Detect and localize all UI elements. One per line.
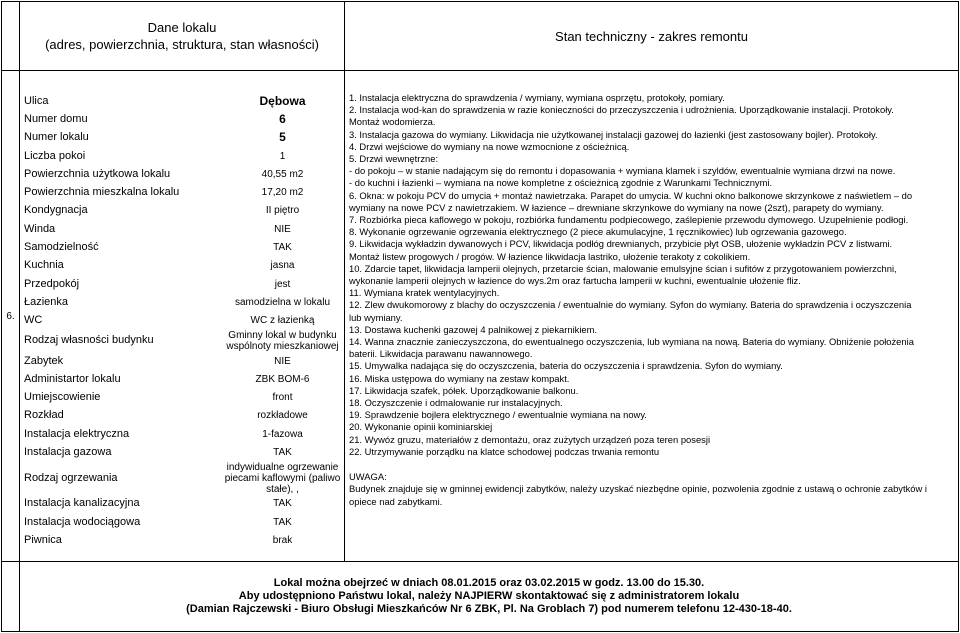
detail-label: Rozkład bbox=[24, 409, 64, 422]
detail-row bbox=[20, 129, 345, 147]
detail-row bbox=[20, 238, 345, 256]
header-left bbox=[20, 2, 345, 71]
header-left-subtitle: (adres, powierzchnia, struktura, stan własności) bbox=[45, 37, 319, 52]
detail-row bbox=[20, 147, 345, 165]
detail-label: Przedpokój bbox=[24, 277, 80, 290]
detail-label: Piwnica bbox=[24, 533, 62, 546]
detail-row bbox=[20, 495, 345, 513]
detail-label: Kondygnacja bbox=[24, 204, 88, 217]
scope-line: 4. Drzwi wejściowe do wymiany na nowe wzmocnione z ościeżnicą. bbox=[349, 140, 630, 152]
detail-label: Administartor lokalu bbox=[24, 372, 121, 385]
detail-value: NIE bbox=[274, 355, 291, 367]
detail-row bbox=[20, 462, 345, 495]
detail-label: Winda bbox=[24, 222, 56, 235]
detail-label: Rodzaj własności budynku bbox=[24, 334, 154, 347]
detail-row bbox=[20, 370, 345, 388]
detail-row bbox=[20, 293, 345, 311]
detail-row bbox=[20, 443, 345, 461]
scope-line: Montaż wodomierza. bbox=[349, 116, 436, 128]
scope-line: 19. Sprawdzenie bojlera elektrycznego / ewentualnie wymiana na nowy. bbox=[349, 409, 647, 421]
detail-label: Rodzaj ogrzewania bbox=[24, 471, 118, 484]
header-right: Stan techniczny - zakres remontu bbox=[345, 2, 959, 71]
details-cell bbox=[20, 71, 345, 562]
scope-line: - do kuchni i łazienki – wymiana na nowe kompletne z ościeżnicą zgodnie z Warunkami Technicznymi. bbox=[349, 177, 773, 189]
scope-line: 5. Drzwi wewnętrzne: bbox=[349, 153, 439, 165]
detail-label: WC bbox=[24, 314, 43, 327]
detail-label: Numer domu bbox=[24, 112, 88, 125]
scope-line: 20. Wykonanie opinii kominiarskiej bbox=[349, 421, 493, 433]
footer-line-2: Aby udostępniono Państwu lokal, należy NAJPIERW skontaktować się z administratorem lokalu bbox=[238, 590, 740, 602]
scope-line: baterii. Likwidacja parawanu nawannowego. bbox=[349, 348, 533, 360]
detail-value: 6 bbox=[279, 111, 286, 126]
footer-left-cell bbox=[2, 562, 20, 632]
detail-value: jasna bbox=[270, 260, 295, 272]
detail-value: NIE bbox=[274, 223, 291, 235]
detail-row bbox=[20, 407, 345, 425]
detail-row bbox=[20, 312, 345, 330]
detail-row bbox=[20, 275, 345, 293]
scope-line: 6. Okna: w pokoju PCV do umycia + montaż nawietrzaka. Parapet do umycia. W kuchni okno balkonowe skrzynkowe z naświetlem – do bbox=[349, 189, 913, 201]
detail-label: Instalacja gazowa bbox=[24, 445, 112, 458]
scope-line: 17. Likwidacja szafek, półek. Uporządkowanie balkonu. bbox=[349, 384, 579, 396]
scope-line: 14. Wanna znacznie zanieczyszczona, do ewentualnego oczyszczenia, lub wymiana na nową. Bateria do wymiany. Obniżenie położenia bbox=[349, 336, 914, 348]
header-left-cell bbox=[2, 2, 20, 71]
detail-value: jest bbox=[274, 278, 291, 290]
detail-label: Numer lokalu bbox=[24, 131, 89, 144]
detail-value: Gminny lokal w budynku wspólnoty mieszkaniowej bbox=[226, 329, 339, 352]
detail-value: TAK bbox=[273, 446, 292, 458]
detail-value: TAK bbox=[273, 498, 292, 510]
detail-label: Samodzielność bbox=[24, 241, 99, 254]
details-table bbox=[20, 71, 345, 550]
details-body bbox=[20, 92, 345, 550]
detail-label: Instalacja kanalizacyjna bbox=[24, 497, 140, 510]
scope-line: 3. Instalacja gazowa do wymiany. Likwidacja nie użytkowanej instalacji gazowej do łazienki (jest zastosowany bojler). Protokoły. bbox=[349, 128, 878, 140]
footer-line-1: Lokal można obejrzeć w dniach 08.01.2015 oraz 03.02.2015 w godz. 13.00 do 15.30. bbox=[273, 577, 705, 589]
detail-row bbox=[20, 183, 345, 201]
detail-value: rozkładowe bbox=[257, 410, 308, 422]
detail-value: 1 bbox=[279, 150, 286, 162]
scope-line: 2. Instalacja wod-kan do sprawdzenia w razie konieczności do przeczyszczenia i udrożnienia. Uporządkowanie instalacji. Protokoły. bbox=[349, 104, 894, 116]
detail-value: TAK bbox=[273, 242, 292, 254]
footer-line-3: (Damian Rajczewski - Biuro Obsługi Mieszkańców Nr 6 ZBK, Pl. Na Groblach 7) pod numerem telefonu 12-430-18-40. bbox=[186, 603, 792, 615]
detail-row bbox=[20, 220, 345, 238]
detail-row bbox=[20, 388, 345, 406]
scope-line: 10. Zdarcie tapet, likwidacja lamperii olejnych, przetarcie ścian, malowanie emulsyjne ścian i sufitów z przygotowaniem powierzchni, bbox=[349, 262, 897, 274]
note-title: UWAGA: bbox=[349, 471, 387, 483]
detail-value: WC z łazienką bbox=[250, 315, 315, 327]
detail-row bbox=[20, 513, 345, 531]
detail-label: Liczba pokoi bbox=[24, 149, 86, 162]
scope-line: 7. Rozbiórka pieca kaflowego w pokoju, rozbiórka fundamentu podpiecowego, zaślepienie przewodu dymowego. Uzupełnienie podłogi. bbox=[349, 214, 909, 226]
scope-line: 22. Utrzymywanie porządku na klatce schodowej podczas trwania remontu bbox=[349, 445, 660, 457]
scope-line: wymiany na nowe PCV z nawietrzakiem. W łazience – drewniane skrzynkowe do wymiany na nowe (2szt), parapety do wymiany. bbox=[349, 201, 884, 213]
detail-value: Dębowa bbox=[259, 93, 306, 108]
header-left-title: Dane lokalu bbox=[147, 20, 217, 35]
scope-line: - do pokoju – w stanie nadającym się do remontu i dopasowania + wymiana klamek i szyldów, ewentualnie wymiana drzwi na nowe. bbox=[349, 165, 896, 177]
scope-list bbox=[349, 92, 954, 458]
scope-line: 1. Instalacja elektryczna do sprawdzenia / wymiany, wymiana osprzętu, protokoły, pomiary. bbox=[349, 92, 725, 103]
detail-label: Powierzchnia mieszkalna lokalu bbox=[24, 186, 180, 199]
scope-line: 16. Miska ustępowa do wymiany na zestaw kompakt. bbox=[349, 372, 570, 384]
scope-line: 13. Dostawa kuchenki gazowej 4 palnikowej z piekarnikiem. bbox=[349, 323, 598, 335]
detail-row bbox=[20, 110, 345, 128]
scope-line: 15. Umywalka nadająca się do oczyszczenia, bateria do oczyszczenia i sprawdzenia. Syfon do wymiany. bbox=[349, 360, 783, 372]
scope-line: 12. Zlew dwukomorowy z blachy do oczyszczenia / ewentualnie do wymiany. Syfon do wymiany. Bateria do sprawdzenia i oczyszczenia bbox=[349, 299, 912, 311]
detail-row bbox=[20, 531, 345, 549]
scope-cell bbox=[345, 71, 959, 562]
detail-value: TAK bbox=[273, 516, 292, 528]
scope-line: 18. Oczyszczenie i odmalowanie rur instalacyjnych. bbox=[349, 397, 563, 409]
note-text: Budynek znajduje się w gminnej ewidencji zabytków, należy uzyskać niezbędne opinie, pozwolenia zgodnie z ustawą o ochronie zabytków i opiece nad zabytkami. bbox=[349, 483, 927, 507]
detail-row bbox=[20, 425, 345, 443]
scope-line: 9. Likwidacja wykładzin dywanowych i PCV, likwidacja podłóg drewnianych, przybicie płyt OSB, ułożenie wykładzin PCV z listwami. bbox=[349, 238, 893, 250]
detail-value: II piętro bbox=[265, 205, 300, 217]
detail-value: brak bbox=[272, 534, 293, 546]
detail-value: 40,55 m2 bbox=[261, 168, 304, 180]
detail-row bbox=[20, 330, 345, 352]
detail-value: indywidualne ogrzewanie piecami kaflowymi (paliwo stałe), , bbox=[224, 461, 341, 495]
detail-row bbox=[20, 202, 345, 220]
detail-row bbox=[20, 92, 345, 110]
scope-line: 11. Wymiana kratek wentylacyjnych. bbox=[349, 287, 500, 299]
scope-line: 21. Wywóz gruzu, materiałów z demontażu, oraz zużytych urządzeń poza teren posesji bbox=[349, 433, 711, 445]
row-number: 6. bbox=[2, 71, 20, 562]
detail-value: front bbox=[272, 392, 293, 404]
footer bbox=[20, 562, 959, 632]
detail-label: Zabytek bbox=[24, 354, 64, 367]
scope-line: wykonanie lamperii olejnych w łazience do wys.2m oraz fartucha lamperii w kuchni, ewentualnie ułożenie fliz. bbox=[349, 275, 801, 287]
scope-line: 8. Wykonanie ogrzewanie ogrzewania elektrycznego (2 piece akumulacyjne, 1 ręcznikowiec) lub ogrzewania gazowego. bbox=[349, 226, 847, 238]
listing-table bbox=[1, 1, 959, 632]
detail-value: 17,20 m2 bbox=[261, 187, 304, 199]
detail-label: Umiejscowienie bbox=[24, 391, 101, 404]
detail-label: Ulica bbox=[24, 94, 49, 107]
detail-label: Kuchnia bbox=[24, 259, 64, 272]
detail-value: samodzielna w lokalu bbox=[234, 296, 331, 308]
detail-row bbox=[20, 165, 345, 183]
scope-line: lub wymiany. bbox=[349, 311, 403, 323]
detail-label: Powierzchnia użytkowa lokalu bbox=[24, 167, 171, 180]
scope-line: Montaż listew progowych / progów. W łazience likwidacja lastriko, ułożenie terakoty z cokolikiem. bbox=[349, 250, 751, 262]
detail-value: 5 bbox=[279, 130, 286, 145]
detail-value: ZBK BOM-6 bbox=[255, 373, 310, 385]
detail-label: Łazienka bbox=[24, 295, 69, 308]
detail-label: Instalacja elektryczna bbox=[24, 427, 130, 440]
detail-row bbox=[20, 257, 345, 275]
detail-value: 1-fazowa bbox=[262, 428, 303, 440]
detail-row bbox=[20, 352, 345, 370]
detail-label: Instalacja wodociągowa bbox=[24, 515, 141, 528]
